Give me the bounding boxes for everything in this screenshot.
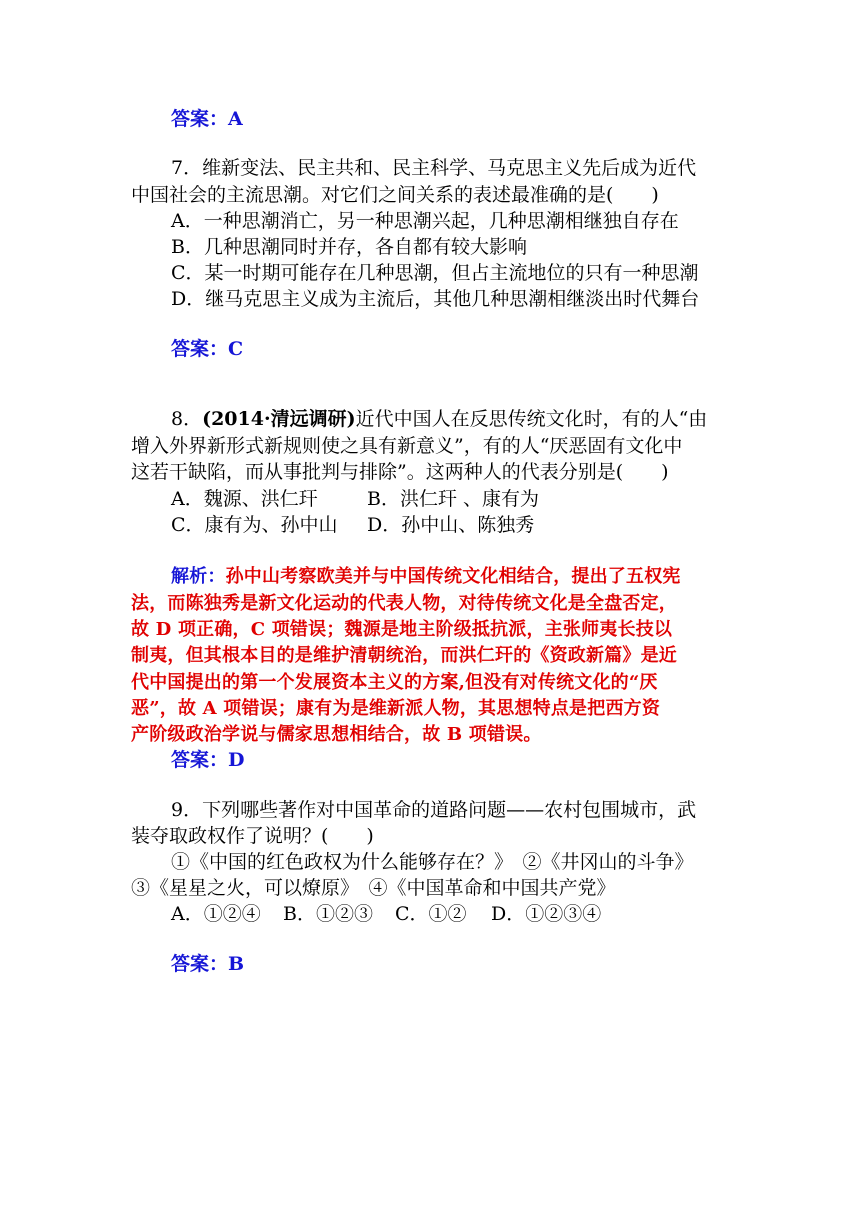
q8-option-a: A．魏源、洪仁玕 — [171, 488, 318, 510]
q6-answer: 答案：A — [171, 108, 243, 130]
q9-works-line1: ①《中国的红色政权为什么能够存在？》 ②《井冈山的斗争》 — [171, 851, 694, 873]
q9-works-line2: ③《星星之火，可以燎原》 ④《中国革命和中国共产党》 — [131, 877, 616, 899]
q8-analysis-line3: 故 D 项正确，C 项错误；魏源是地主阶级抵抗派，主张师夷长技以 — [131, 619, 673, 640]
q8-stem-line1 — [171, 406, 771, 432]
q7-option-b: B．几种思潮同时并存，各自都有较大影响 — [171, 236, 527, 258]
q8-options-row1 — [171, 486, 771, 512]
q8-analysis-label: 解析： — [171, 566, 226, 587]
q9-option-b: B．①②③ — [283, 903, 373, 925]
q8-number: 8． — [171, 408, 203, 430]
q7-answer: 答案：C — [171, 338, 244, 360]
q9-stem-line1: 9．下列哪些著作对中国革命的道路问题——农村包围城市，武 — [171, 799, 697, 821]
q8-stem-line1-rest: 近代中国人在反思传统文化时，有的人“由 — [355, 408, 708, 430]
q8-option-d: D．孙中山、陈独秀 — [367, 514, 535, 536]
q8-answer: 答案：D — [171, 749, 245, 771]
q8-analysis-line1 — [171, 564, 771, 590]
q9-answer: 答案：B — [171, 953, 245, 975]
q9-option-d: D．①②③④ — [491, 903, 602, 925]
q8-analysis-line2: 法，而陈独秀是新文化运动的代表人物，对待传统文化是全盘否定， — [131, 593, 677, 614]
q9-options-row — [171, 901, 771, 927]
q7-option-c: C．某一时期可能存在几种思潮，但占主流地位的只有一种思潮 — [171, 262, 699, 284]
q8-analysis-line4: 制夷，但其根本目的是维护清朝统治，而洪仁玕的《资政新篇》是近 — [131, 645, 677, 666]
q9-option-c: C．①② — [395, 903, 467, 925]
q8-stem-line3: 这若干缺陷，而从事批判与排除”。这两种人的代表分别是( ) — [131, 461, 669, 483]
q8-option-b: B．洪仁玕 、康有为 — [367, 488, 540, 510]
q8-analysis-line5: 代中国提出的第一个发展资本主义的方案,但没有对传统文化的“厌 — [131, 672, 658, 693]
q7-stem-line1: 7．维新变法、民主共和、民主科学、马克思主义先后成为近代 — [171, 157, 697, 179]
q7-option-a: A．一种思潮消亡，另一种思潮兴起，几种思潮相继独自存在 — [171, 210, 679, 232]
q9-option-a: A．①②④ — [171, 903, 261, 925]
q8-stem-line2: 增入外界新形式新规则使之具有新意义”，有的人“厌恶固有文化中 — [131, 435, 683, 457]
q7-option-d: D．继马克思主义成为主流后，其他几种思潮相继淡出时代舞台 — [171, 288, 700, 310]
q9-stem-line2: 装夺取政权作了说明？( ) — [131, 825, 374, 847]
q7-stem-line2: 中国社会的主流思潮。对它们之间关系的表述最准确的是( ) — [131, 184, 659, 206]
q8-source: (2014·清远调研) — [202, 408, 356, 430]
q8-options-row2 — [171, 512, 771, 538]
q8-option-c: C．康有为、孙中山 — [171, 514, 338, 536]
q8-analysis-text1: 孙中山考察欧美并与中国传统文化相结合，提出了五权宪 — [225, 566, 681, 587]
q8-analysis-line7: 产阶级政治学说与儒家思想相结合，故 B 项错误。 — [131, 724, 542, 745]
q8-analysis-line6: 恶”，故 A 项错误；康有为是维新派人物，其思想特点是把西方资 — [131, 698, 661, 719]
